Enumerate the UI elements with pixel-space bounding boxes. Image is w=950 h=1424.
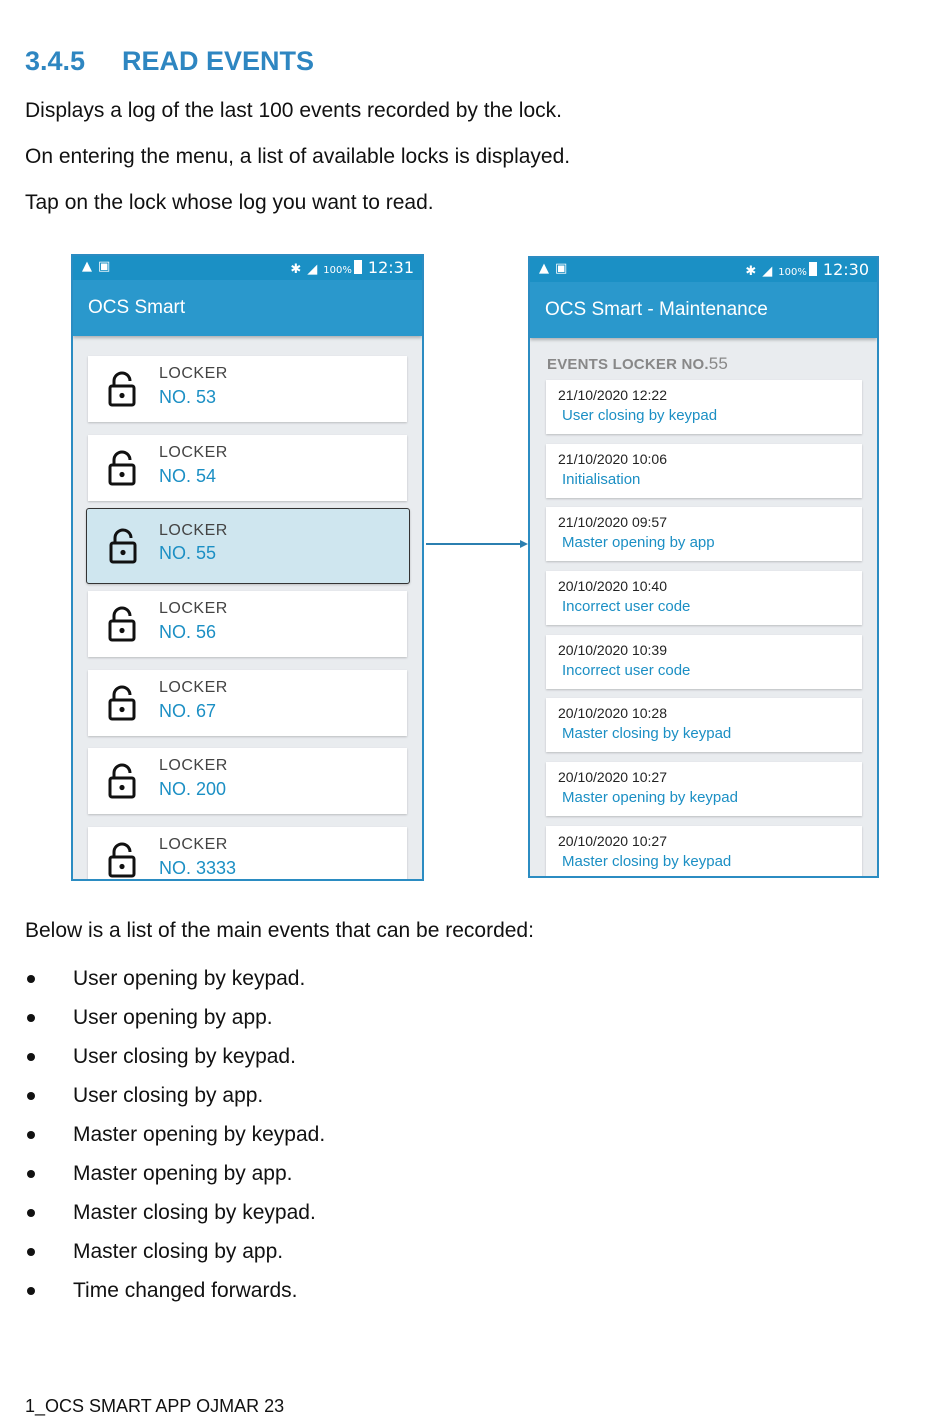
event-item	[546, 826, 862, 878]
clock: 12:30	[822, 260, 869, 279]
event-type-item: Master closing by keypad.	[25, 1200, 325, 1239]
section-title: READ EVENTS	[122, 46, 315, 76]
section-heading	[25, 46, 314, 77]
event-type-item: Master opening by app.	[25, 1161, 325, 1200]
page-footer: 1_OCS SMART APP OJMAR 23	[25, 1396, 285, 1416]
event-description: Master closing by keypad	[562, 852, 732, 870]
event-item	[546, 571, 862, 625]
event-datetime: 20/10/2020 10:39	[558, 641, 667, 658]
locker-number: NO. 54	[159, 465, 217, 486]
image-icon: ▣	[555, 261, 568, 276]
locker-number: NO. 200	[159, 779, 227, 799]
locker-label: LOCKER	[159, 757, 228, 774]
event-description: Master opening by keypad	[562, 789, 738, 807]
event-type-item: User closing by keypad.	[25, 1044, 325, 1083]
event-type-item: Time changed forwards.	[25, 1278, 325, 1317]
event-description: Master closing by keypad	[562, 725, 732, 743]
locker-label: LOCKER	[159, 443, 228, 461]
event-item	[546, 444, 862, 498]
event-datetime: 20/10/2020 10:27	[558, 832, 667, 849]
battery-percent: 100%	[778, 267, 807, 278]
app-bar-title: OCS Smart	[73, 280, 422, 336]
locker-item[interactable]	[88, 435, 407, 501]
event-datetime: 20/10/2020 10:28	[558, 705, 667, 722]
clock: 12:31	[367, 258, 414, 277]
event-type-item: User opening by app.	[25, 1005, 325, 1044]
signal-icon: ◢	[762, 264, 773, 279]
locker-label: LOCKER	[159, 835, 228, 853]
locker-list-screenshot	[71, 254, 424, 881]
battery-percent: 100%	[323, 265, 352, 276]
locker-list	[73, 336, 422, 881]
event-datetime: 20/10/2020 10:40	[558, 578, 667, 595]
locker-label: LOCKER	[159, 678, 228, 696]
warning-icon: ▲	[82, 259, 92, 274]
warning-icon: ▲	[539, 261, 549, 276]
event-description: Master opening by app	[562, 534, 715, 552]
padlock-icon	[107, 842, 137, 878]
padlock-icon	[107, 606, 137, 642]
image-icon: ▣	[98, 259, 111, 274]
event-datetime: 21/10/2020 09:57	[558, 514, 667, 531]
locker-number: NO. 55	[159, 543, 217, 563]
event-description: Incorrect user code	[562, 661, 691, 679]
intro-paragraph-2: On entering the menu, a list of available locks is displayed.	[25, 145, 571, 168]
event-list	[530, 380, 877, 878]
intro-paragraph-3: Tap on the lock whose log you want to read.	[25, 191, 434, 214]
event-item	[546, 762, 862, 816]
event-type-list	[25, 966, 325, 1317]
locker-item[interactable]	[88, 827, 407, 882]
padlock-icon	[108, 528, 138, 564]
event-type-item: User opening by keypad.	[25, 966, 325, 1005]
event-datetime: 20/10/2020 10:27	[558, 769, 667, 786]
battery-icon	[809, 262, 817, 276]
bluetooth-icon: ✱	[290, 262, 302, 277]
locker-number: NO. 56	[159, 622, 217, 642]
event-datetime: 21/10/2020 10:06	[558, 450, 667, 467]
event-type-item: Master opening by keypad.	[25, 1122, 325, 1161]
event-datetime: 21/10/2020 12:22	[558, 387, 667, 403]
locker-item[interactable]	[88, 356, 407, 422]
status-bar	[530, 258, 877, 282]
locker-number: NO. 53	[159, 387, 217, 407]
locker-label: LOCKER	[159, 365, 228, 382]
padlock-icon	[107, 450, 137, 486]
list-intro: Below is a list of the main events that can be recorded:	[25, 919, 534, 942]
battery-icon	[354, 260, 362, 274]
event-description: User closing by keypad	[562, 407, 718, 424]
events-header-locker: 55	[708, 354, 729, 373]
locker-item[interactable]	[86, 508, 410, 584]
arrow-icon	[426, 536, 528, 552]
event-description: Initialisation	[562, 470, 641, 488]
section-number: 3.4.5	[25, 46, 86, 76]
events-header-label: EVENTS LOCKER NO.	[547, 356, 709, 373]
bluetooth-icon: ✱	[745, 264, 757, 279]
event-item	[546, 507, 862, 561]
intro-paragraph-1: Displays a log of the last 100 events recorded by the lock.	[25, 99, 562, 122]
event-item	[546, 698, 862, 752]
event-item	[546, 635, 862, 689]
locker-item[interactable]	[88, 670, 407, 736]
locker-item[interactable]	[88, 591, 407, 657]
signal-icon: ◢	[307, 262, 318, 277]
padlock-icon	[107, 763, 137, 799]
locker-label: LOCKER	[159, 522, 228, 539]
padlock-icon	[107, 685, 137, 721]
event-item	[546, 380, 862, 434]
app-bar-title: OCS Smart - Maintenance	[530, 282, 877, 338]
event-log-screenshot	[528, 256, 879, 878]
locker-label: LOCKER	[159, 600, 228, 617]
padlock-icon	[107, 371, 137, 407]
events-header	[530, 338, 877, 380]
status-bar	[73, 256, 422, 280]
locker-number: NO. 67	[159, 700, 217, 721]
locker-item[interactable]	[88, 748, 407, 814]
locker-number: NO. 3333	[159, 857, 237, 878]
event-type-item: Master closing by app.	[25, 1239, 325, 1278]
event-type-item: User closing by app.	[25, 1083, 325, 1122]
event-description: Incorrect user code	[562, 598, 691, 616]
